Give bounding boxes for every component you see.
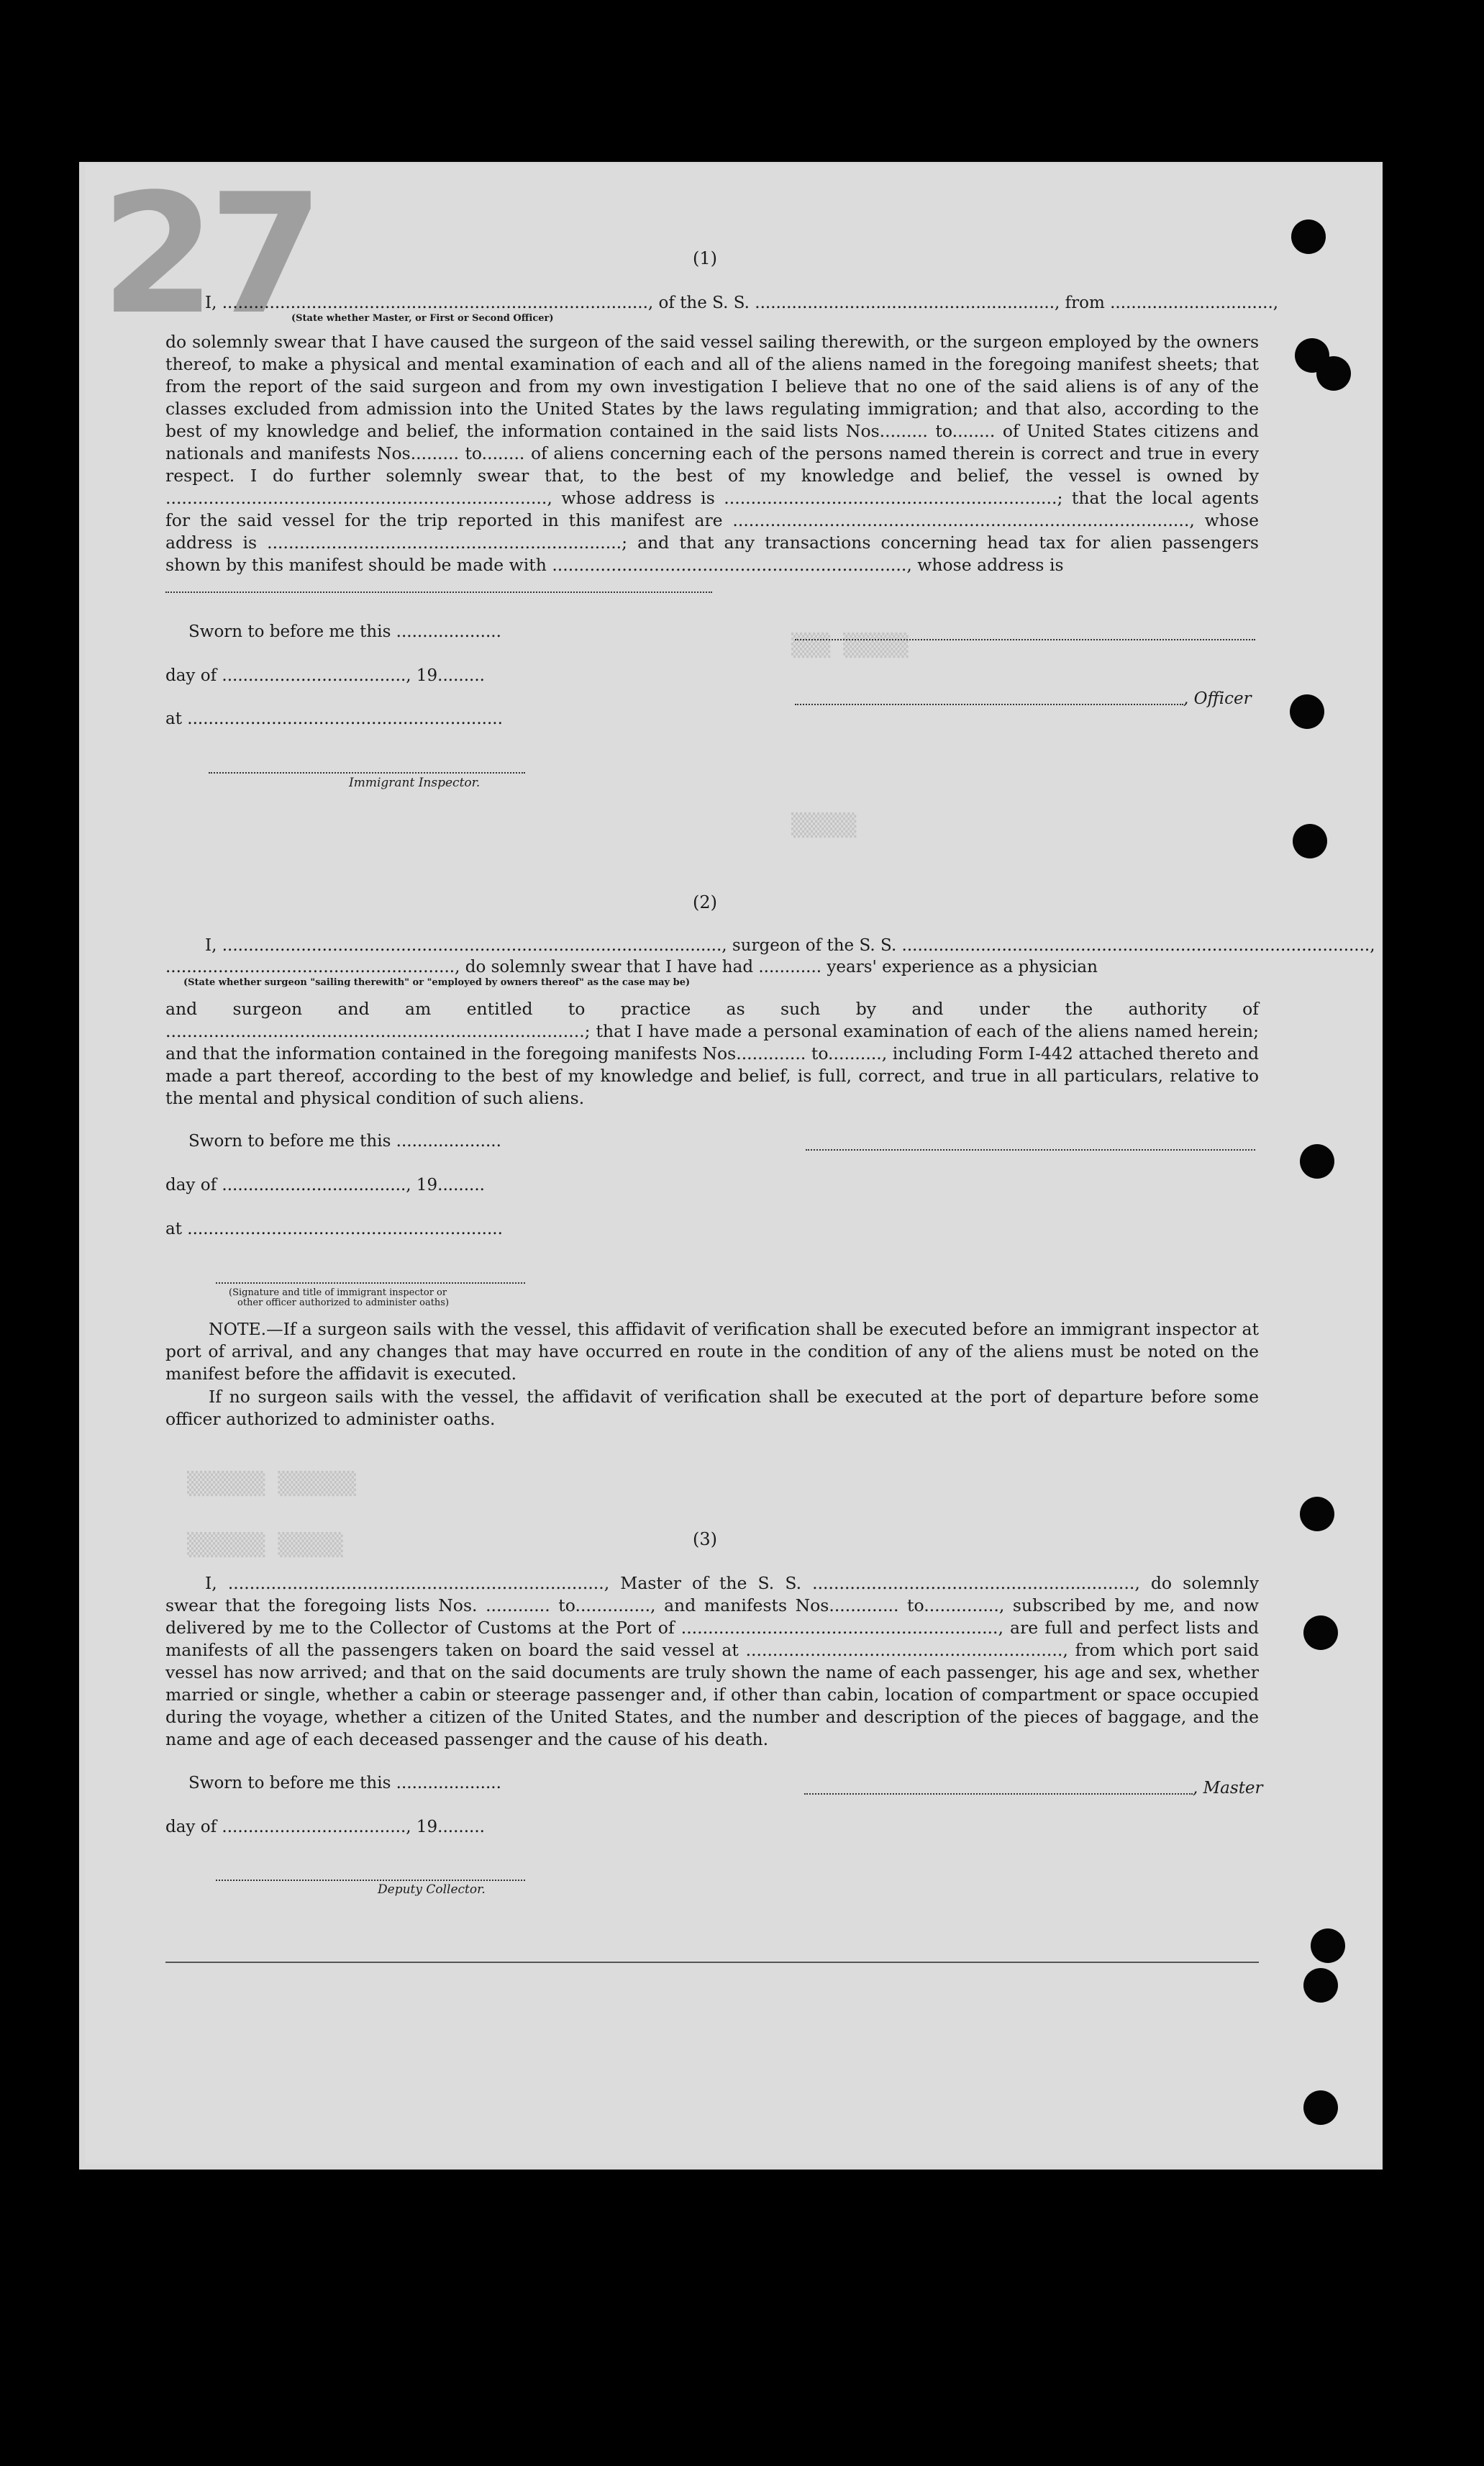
handwritten-number-stamp: 27 <box>101 159 317 351</box>
address-line <box>165 591 712 593</box>
inspector-signature-line <box>209 772 525 774</box>
section-2-sworn-line: Sworn to before me this .................... <box>188 1132 501 1151</box>
master-signature-line <box>804 1793 1193 1795</box>
section-2-surgeon-note: (State whether surgeon "sailing therewith" or "employed by owners thereof" as the case may be) <box>183 977 691 988</box>
section-3-sworn-line: Sworn to before me this .................... <box>188 1774 501 1792</box>
inspector-signature-line <box>216 1282 525 1284</box>
punch-hole <box>1303 1968 1338 2003</box>
note-paragraph: NOTE.—If a surgeon sails with the vessel, this affidavit of verification shall be executed before an immigrant inspector at port of arrival, and any changes that may have occurred en route in the condition of any of the aliens must be noted on the manifest before the affidavit is executed. <box>165 1319 1259 1384</box>
section-1-at-line: at ............................................................ <box>165 710 503 728</box>
officer-signature-line <box>795 639 1255 640</box>
immigrant-inspector-caption: Immigrant Inspector. <box>349 776 481 790</box>
section-3-oath-paragraph: I, ......................................................................, Master of the S. S. ............................................................, do solemnly swear that the foregoing lists Nos. ............ to.............., and manifests Nos............. to.............., subscribed by me, and now delivered by me to the Collector of Customs at the Port of ..........................................................., are full and perfect lists and manifests of all the passengers taken on board the said vessel at ..........................................................., from which port said vessel has now arrived; and that on the said documents are truly shown the name of each passenger, his age and sex, whether married or single, whether a cabin or steerage passenger and, if other than cabin, location of compartment or space occupied during the voyage, whether a citizen of the United States, and the number and description of the pieces of baggage, and the name and age of each deceased passenger and the cause of his death. <box>165 1573 1259 1749</box>
section-2-oath-paragraph: and surgeon and am entitled to practice as such by and under the authority of ..............................................................................; that I have made a personal examination of each of the aliens named herein; and that the information contained in the foregoing manifests Nos............. to.........., including Form I-442 attached thereto and made a part thereof, according to the best of my knowledge and belief, is full, correct, and true in all particulars, relative to the mental and physical condition of such aliens. <box>165 999 1259 1108</box>
punch-hole <box>1311 1928 1345 1963</box>
section-1-first-line: I, ................................................................................., of the S. S. ........................................................., from ..............................., <box>205 294 1279 312</box>
punch-hole <box>1300 1144 1334 1179</box>
section-3-day-line: day of ..................................., 19......... <box>165 1818 485 1836</box>
section-1-day-line: day of ..................................., 19......... <box>165 666 485 685</box>
section-2-day-line: day of ..................................., 19......... <box>165 1176 485 1195</box>
section-2-number: (2) <box>693 892 717 912</box>
section-2-at-line: at ............................................................ <box>165 1220 503 1238</box>
officer-label: , Officer <box>1183 689 1252 708</box>
signature-note-2: other officer authorized to administer oaths) <box>237 1297 450 1308</box>
section-1-number: (1) <box>693 248 717 268</box>
punch-hole <box>1290 694 1324 729</box>
section-2-second-line: ......................................................., do solemnly swear that I have had ............ years' experience as a physician <box>165 958 1098 976</box>
surgeon-signature-line <box>806 1149 1255 1151</box>
signature-note-1: (Signature and title of immigrant inspector or <box>229 1287 447 1298</box>
section-1-oath-paragraph: do solemnly swear that I have caused the surgeon of the said vessel sailing therewith, or the surgeon employed by the owners thereof, to make a physical and mental examination of each and all of the aliens named in the foregoing manifest sheets; that from the report of the said surgeon and from my own investigation I believe that no one of the said aliens is of any of the classes excluded from admission into the United States by the laws regulating immigration; and that also, according to the best of my knowledge and belief, the information contained in the said lists Nos......... to........ of United States citizens and nationals and manifests Nos......... to........ of aliens concerning each of the persons named therein is correct and true in every respect. I do further solemnly swear that, to the best of my knowledge and belief, the vessel is owned by ......................................................................., whose address is ..............................................................; that the local agents for the said vessel for the trip reported in this manifest are ....................................................................................., whose address is ..................................................................; and that any transactions concerning head tax for alien passengers shown by this manifest should be made with .................................................................., whose address is <box>165 332 1259 575</box>
punch-hole <box>1303 1615 1338 1650</box>
collector-signature-line <box>216 1880 525 1881</box>
section-3-number: (3) <box>693 1529 717 1549</box>
bleed-through-mark: ▒▒▒▒▒▒ ▒▒▒▒▒ <box>187 1533 343 1558</box>
punch-hole <box>1303 2090 1338 2125</box>
section-1-sworn-line: Sworn to before me this .................... <box>188 622 501 641</box>
note-paragraph-2: If no surgeon sails with the vessel, the affidavit of verification shall be executed at the port of departure before some officer authorized to administer oaths. <box>165 1387 1259 1429</box>
punch-hole <box>1291 219 1326 254</box>
section-1-officer-note: (State whether Master, or First or Second Officer) <box>291 313 554 324</box>
master-label: , Master <box>1193 1779 1263 1798</box>
bleed-through-mark: ▒▒▒ ▒▒▒▒▒ <box>791 633 909 658</box>
punch-hole <box>1316 356 1351 391</box>
bleed-through-mark: ▒▒▒▒▒ <box>791 813 857 838</box>
bleed-through-mark: ▒▒▒▒▒▒ ▒▒▒▒▒▒ <box>187 1472 356 1497</box>
section-2-first-line: I, ..............................................................................................., surgeon of the S. S. ........................................................................................., <box>205 936 1375 955</box>
bottom-rule <box>165 1962 1259 1963</box>
punch-hole <box>1300 1497 1334 1531</box>
officer-name-line <box>795 704 1183 705</box>
punch-hole <box>1293 824 1327 858</box>
deputy-collector-caption: Deputy Collector. <box>378 1882 486 1897</box>
